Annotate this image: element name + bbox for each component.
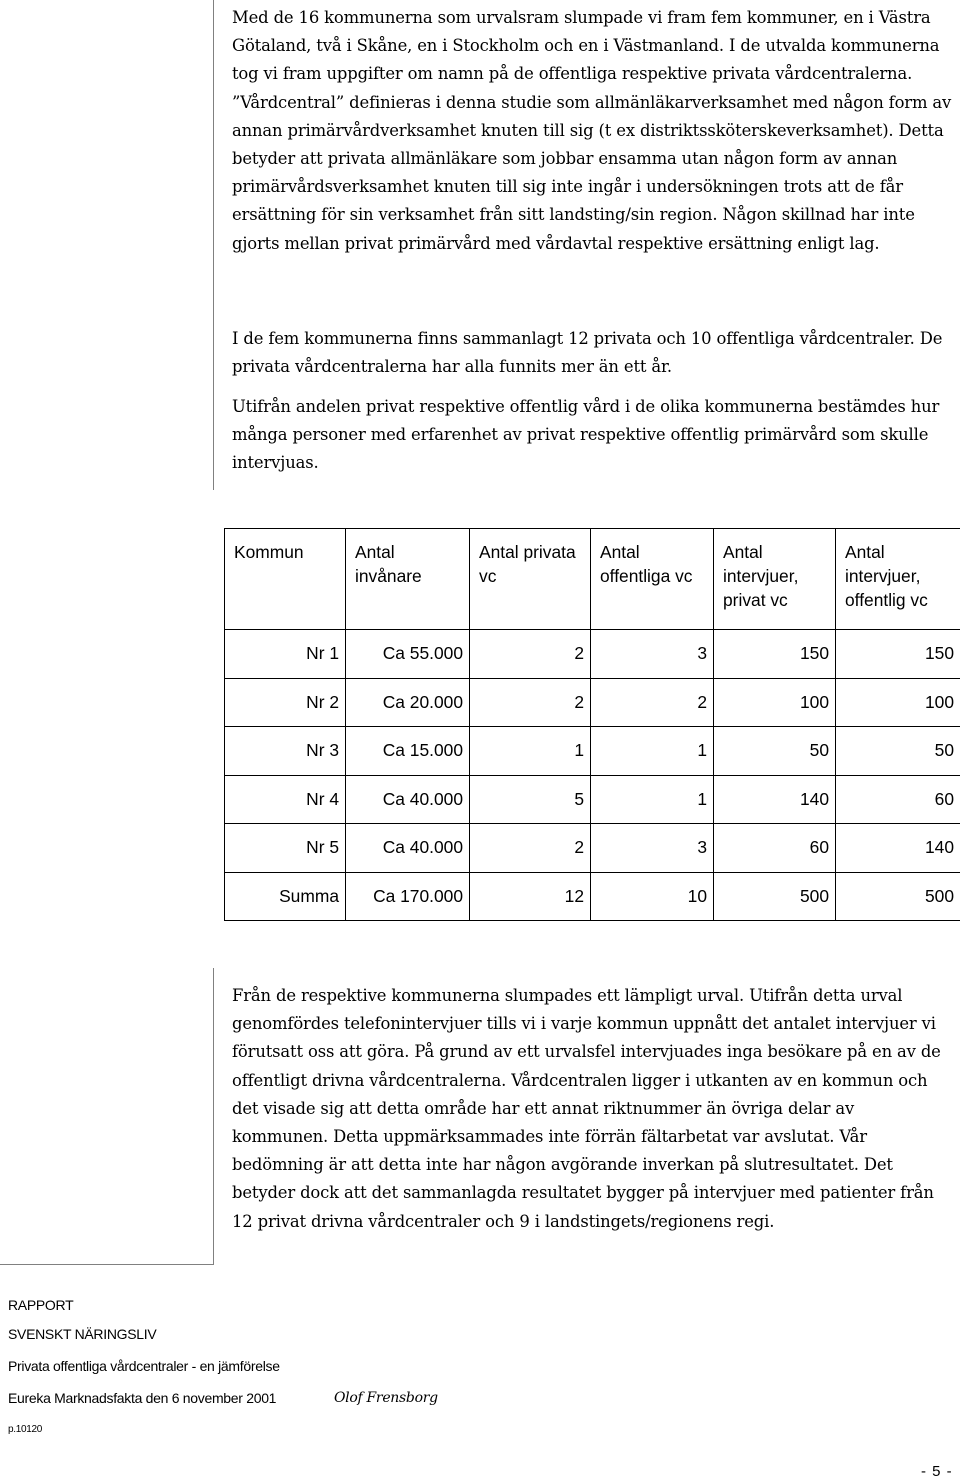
header-offentliga-vc: Antal offentliga vc <box>591 529 714 630</box>
table-cell: 60 <box>836 775 960 824</box>
table-cell: Ca 15.000 <box>346 727 470 776</box>
table-cell: 100 <box>714 678 836 727</box>
table-cell: 3 <box>591 630 714 679</box>
table-cell: Ca 40.000 <box>346 824 470 873</box>
table-cell: Ca 40.000 <box>346 775 470 824</box>
table-cell: Nr 2 <box>225 678 346 727</box>
table-cell: 140 <box>714 775 836 824</box>
paragraph-text: I de fem kommunerna finns sammanlagt 12 privata och 10 offentliga vårdcentraler. De privata vårdcentralerna har alla funnits mer än ett år. <box>232 329 943 377</box>
table-cell: Ca 170.000 <box>346 872 470 921</box>
table-row <box>225 824 960 873</box>
table-cell: 12 <box>470 872 591 921</box>
header-privata-vc: Antal privata vc <box>470 529 591 630</box>
table-cell: Nr 5 <box>225 824 346 873</box>
paragraph-counts <box>232 325 954 381</box>
table-cell: 50 <box>714 727 836 776</box>
paragraph-text: Från de respektive kommunerna slumpades ett lämpligt urval. Utifrån detta urval genomfördes telefonintervjuer tills vi i varje kommun uppnått det antalet intervjuer vi förutsatt oss att göra. På grund av ett urvalsfel intervjuades inga besökare på en av de offentligt drivna vårdcentralerna. Vårdcentralen ligger i utkanten av en kommun och det visade sig att detta område har ett annat riktnummer än övriga delar av kommunen. Detta uppmärksammades inte förrän fältarbetat var avslutat. Vår bedömning är att detta inte har någon avgörande inverkan på slutresultatet. Det betyder dock att det sammanlagda resultatet bygger på intervjuer med patienter från 12 privat drivna vårdcentraler och 9 i landstingets/regionens regi. <box>232 986 941 1231</box>
table-header-row <box>225 529 960 630</box>
footer-publisher-date: Eureka Marknadsfakta den 6 november 2001 <box>8 1390 277 1406</box>
header-intervjuer-offentlig: Antal intervjuer, offentlig vc <box>836 529 960 630</box>
paragraph-sampling <box>232 4 954 258</box>
table-row <box>225 727 960 776</box>
table-cell: 1 <box>591 727 714 776</box>
paragraph-text: Utifrån andelen privat respektive offentlig vård i de olika kommunerna bestämdes hur många personer med erfarenhet av privat respektive offentlig primärvård som skulle intervjuas. <box>232 397 940 473</box>
table-cell: 1 <box>591 775 714 824</box>
municipality-table <box>224 528 960 921</box>
table-row-summa <box>225 872 960 921</box>
table-cell: 2 <box>470 678 591 727</box>
table-cell: 3 <box>591 824 714 873</box>
table-cell: 50 <box>836 727 960 776</box>
table-cell: 140 <box>836 824 960 873</box>
table-cell: 500 <box>714 872 836 921</box>
table-cell: 2 <box>591 678 714 727</box>
header-intervjuer-privat: Antal intervjuer, privat vc <box>714 529 836 630</box>
table-cell: 1 <box>470 727 591 776</box>
header-kommun: Kommun <box>225 529 346 630</box>
table-cell: 100 <box>836 678 960 727</box>
footer-report-title: Privata offentliga vårdcentraler - en jämförelse <box>8 1358 280 1374</box>
margin-rule-top <box>213 0 214 490</box>
table-cell: 10 <box>591 872 714 921</box>
paragraph-allocation <box>232 393 954 478</box>
footer-code: p.10120 <box>8 1424 43 1435</box>
table-cell: Summa <box>225 872 346 921</box>
footer-author: Olof Frensborg <box>334 1390 438 1406</box>
paragraph-text: Med de 16 kommunerna som urvalsram slumpade vi fram fem kommuner, en i Västra Götaland, två i Skåne, en i Stockholm och en i Västmanland. I de utvalda kommunerna tog vi fram uppgifter om namn på de offentliga respektive privata vårdcentralerna. ”Vårdcentral” definieras i denna studie som allmänläkarverksamhet med någon form av annan primärvårdverksamhet knuten till sig (t ex distriktssköterskeverksamhet). Detta betyder att privata allmänläkare som jobbar ensamma utan någon form av annan primärvårdsverksamhet knuten till sig inte ingår i undersökningen trots att de får ersättning för sin verksamhet från sitt landsting/sin region. Någon skillnad har inte gjorts mellan privat primärvård med vårdavtal respektive ersättning enligt lag. <box>232 8 952 253</box>
table-row <box>225 630 960 679</box>
table-cell: 5 <box>470 775 591 824</box>
margin-rule-bottom <box>213 968 214 1264</box>
table-cell: Nr 3 <box>225 727 346 776</box>
paragraph-sampling-error <box>232 982 954 1236</box>
table-cell: Nr 1 <box>225 630 346 679</box>
footer-rule <box>0 1264 214 1265</box>
table-cell: 2 <box>470 630 591 679</box>
footer-organisation: SVENSKT NÄRINGSLIV <box>8 1326 157 1342</box>
table-cell: Ca 20.000 <box>346 678 470 727</box>
table-cell: Nr 4 <box>225 775 346 824</box>
table-cell: 500 <box>836 872 960 921</box>
table-cell: 150 <box>836 630 960 679</box>
page-number: - 5 - <box>921 1463 953 1480</box>
table-row <box>225 775 960 824</box>
table-cell: 2 <box>470 824 591 873</box>
footer-report-label: RAPPORT <box>8 1297 74 1313</box>
table-cell: Ca 55.000 <box>346 630 470 679</box>
table-cell: 150 <box>714 630 836 679</box>
table-cell: 60 <box>714 824 836 873</box>
table-row <box>225 678 960 727</box>
header-invanare: Antal invånare <box>346 529 470 630</box>
